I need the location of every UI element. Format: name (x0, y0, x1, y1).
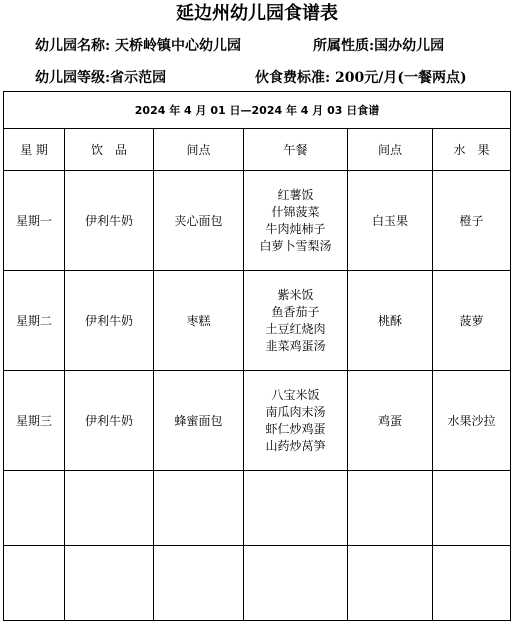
header-drink: 饮 品 (65, 129, 154, 171)
snack-pm-cell: 白玉果 (348, 171, 433, 271)
lunch-dish: 红薯饭 (277, 187, 314, 202)
page-title: 延边州幼儿园食谱表 (176, 3, 338, 24)
fruit-cell: 水果沙拉 (433, 371, 511, 471)
lunch-dish: 紫米饭 (277, 287, 314, 302)
day-cell: 星期三 (4, 371, 65, 471)
header-lunch: 午餐 (244, 129, 348, 171)
empty-cell (4, 471, 65, 546)
empty-cell (244, 471, 348, 546)
snack-am-cell: 蜂蜜面包 (154, 371, 244, 471)
lunch-dish: 韭菜鸡蛋汤 (265, 338, 326, 353)
empty-cell (244, 546, 348, 621)
snack-pm-cell: 鸡蛋 (348, 371, 433, 471)
empty-cell (65, 471, 154, 546)
fruit-cell: 橙子 (433, 171, 511, 271)
day-cell: 星期一 (4, 171, 65, 271)
lunch-dish: 山药炒莴笋 (265, 438, 326, 453)
lunch-cell (244, 171, 348, 271)
drink-cell: 伊利牛奶 (65, 171, 154, 271)
empty-cell (4, 546, 65, 621)
snack-am-cell: 夹心面包 (154, 171, 244, 271)
snack-am-cell: 枣糕 (154, 271, 244, 371)
table-row (4, 271, 511, 371)
table-row (4, 371, 511, 471)
table-row (4, 171, 511, 271)
drink-cell: 伊利牛奶 (65, 271, 154, 371)
empty-row (4, 471, 511, 546)
drink-cell: 伊利牛奶 (65, 371, 154, 471)
menu-table (3, 91, 511, 621)
lunch-dish: 土豆红烧肉 (265, 321, 326, 336)
empty-cell (154, 546, 244, 621)
lunch-dish: 八宝米饭 (271, 387, 320, 402)
empty-cell (433, 471, 511, 546)
lunch-dish: 牛肉炖柿子 (265, 221, 326, 236)
header-fruit: 水 果 (433, 129, 511, 171)
header-day: 星 期 (4, 129, 65, 171)
snack-pm-cell: 桃酥 (348, 271, 433, 371)
kindergarten-nature: 所属性质:国办幼儿园 (313, 38, 445, 54)
header-row (4, 129, 511, 171)
empty-row (4, 546, 511, 621)
header-snack-pm: 间点 (348, 129, 433, 171)
lunch-dish: 白萝卜雪梨汤 (259, 238, 332, 253)
lunch-cell (244, 271, 348, 371)
empty-cell (65, 546, 154, 621)
lunch-dish: 什锦菠菜 (271, 204, 320, 219)
lunch-dish: 鱼香茄子 (271, 304, 320, 319)
lunch-dish: 南瓜肉末汤 (265, 404, 326, 419)
kindergarten-level: 幼儿园等级:省示范园 (35, 70, 167, 86)
day-cell: 星期二 (4, 271, 65, 371)
empty-cell (154, 471, 244, 546)
lunch-dish: 虾仁炒鸡蛋 (265, 421, 326, 436)
empty-cell (433, 546, 511, 621)
kindergarten-name: 幼儿园名称: 天桥岭镇中心幼儿园 (35, 38, 242, 54)
fruit-cell: 菠萝 (433, 271, 511, 371)
date-range: 2024 年 4 月 01 日—2024 年 4 月 03 日食谱 (4, 92, 511, 129)
header-snack-am: 间点 (154, 129, 244, 171)
fee-standard: 伙食费标准: 200元/月(一餐两点) (255, 70, 467, 86)
empty-cell (348, 546, 433, 621)
lunch-cell (244, 371, 348, 471)
empty-cell (348, 471, 433, 546)
